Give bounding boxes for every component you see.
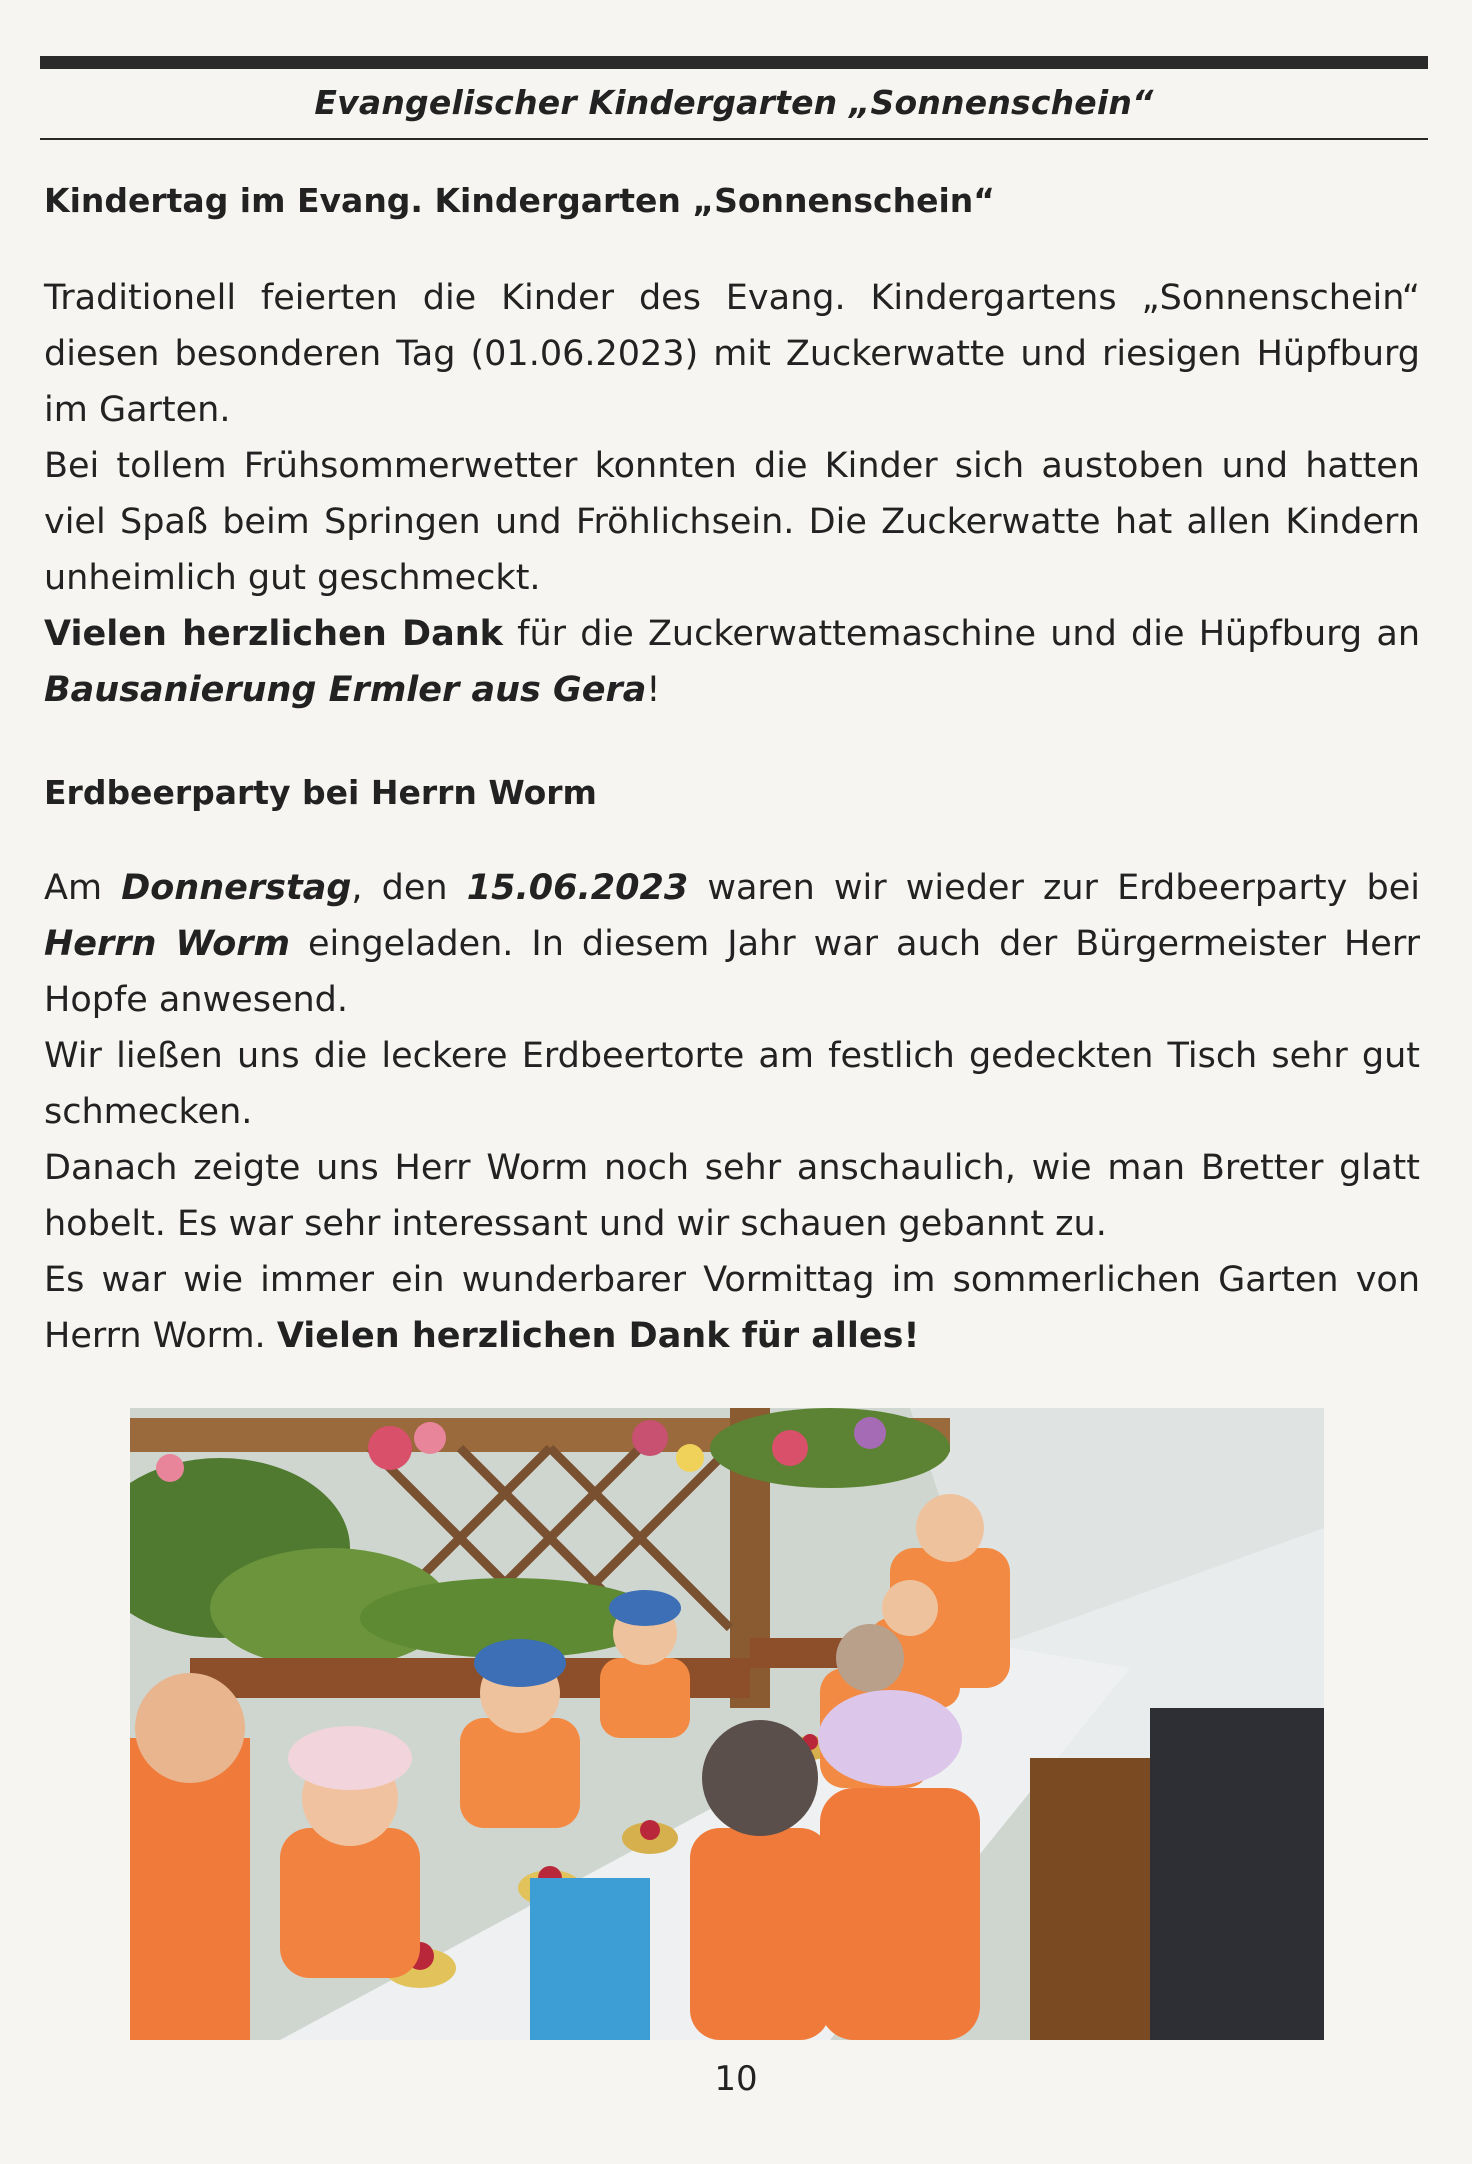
section-erdbeerparty xyxy=(44,770,1420,816)
paragraph-kindertag-weather: Bei tollem Frühsommerwetter konnten die Kinder sich austoben und hatten viel Spaß beim Springen und Fröhlichsein. Die Zuckerwatte hat allen Kindern unheimlich gut geschmeckt. xyxy=(44,446,1420,598)
header-thick-rule xyxy=(40,56,1428,69)
section-heading-kindertag: Kindertag im Evang. Kindergarten „Sonnenschein“ xyxy=(44,181,995,220)
section-kindertag-body xyxy=(44,270,1420,718)
paragraph-erdbeerparty-closing xyxy=(44,1252,1420,1364)
header-thin-rule xyxy=(40,138,1428,140)
closing-thanks: Vielen herzlichen Dank für alles! xyxy=(276,1316,920,1356)
invite-text-c: waren wir wieder zur Erdbeerparty bei xyxy=(688,868,1420,908)
invite-text-a: Am xyxy=(44,868,122,908)
section-heading-erdbeerparty: Erdbeerparty bei Herrn Worm xyxy=(44,773,597,812)
paragraph-erdbeerparty-invite xyxy=(44,860,1420,1028)
thanks-text: für die Zuckerwattemaschine und die Hüpfburg an xyxy=(502,614,1421,654)
invite-text-d: eingeladen. In diesem Jahr war auch der Bürgermeister Herr Hopfe anwesend. xyxy=(44,924,1420,1020)
invite-text-b: , den xyxy=(351,868,467,908)
paragraph-kindertag-intro: Traditionell feierten die Kinder des Evang. Kindergartens „Sonnenschein“ diesen besonderen Tag (01.06.2023) mit Zuckerwatte und riesigen Hüpfburg im Garten. xyxy=(44,278,1420,430)
paragraph-erdbeerparty-planing: Danach zeigte uns Herr Worm noch sehr anschaulich, wie man Bretter glatt hobelt. Es war sehr interessant und wir schauen gebannt zu. xyxy=(44,1148,1420,1244)
closing-text: Es war wie immer ein wunderbarer Vormittag im sommerlichen Garten von Herrn Worm. xyxy=(44,1260,1420,1356)
paragraph-kindertag-thanks xyxy=(44,606,1420,718)
invite-day: Donnerstag xyxy=(121,868,352,908)
paragraph-erdbeerparty-cake: Wir ließen uns die leckere Erdbeertorte am festlich gedeckten Tisch sehr gut schmecken. xyxy=(44,1036,1420,1132)
thanks-bold-text: Vielen herzlichen Dank xyxy=(44,614,503,654)
party-photo-illustration xyxy=(130,1408,1324,2040)
invite-date: 15.06.2023 xyxy=(466,868,689,908)
party-photo xyxy=(130,1408,1324,2040)
invite-host: Herrn Worm xyxy=(44,924,290,964)
sponsor-name: Bausanierung Ermler aus Gera xyxy=(44,670,647,710)
section-kindertag xyxy=(44,178,1420,224)
section-erdbeerparty-body xyxy=(44,860,1420,1364)
thanks-end: ! xyxy=(646,670,661,710)
page-number: 10 xyxy=(714,2059,758,2099)
header-title: Evangelischer Kindergarten „Sonnenschein“ xyxy=(314,83,1154,122)
